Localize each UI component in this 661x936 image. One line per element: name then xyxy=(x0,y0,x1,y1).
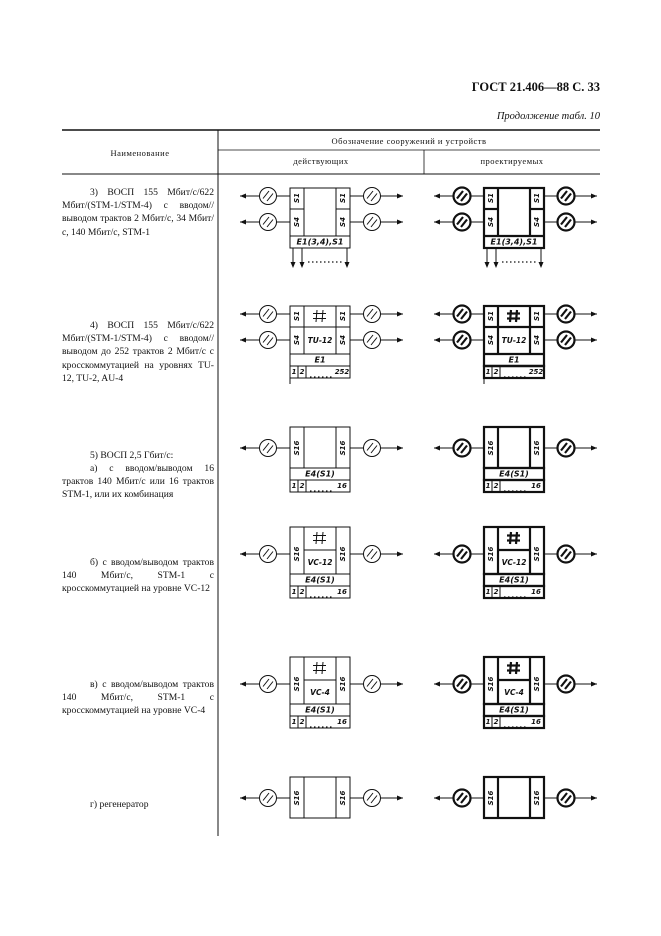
symbol-row-5b-existing-port-right: S16 xyxy=(339,546,347,562)
symbol-row-5d-existing-fiber-left-slash-1 xyxy=(263,793,269,801)
symbol-row-4-existing-fiber-right-top-arrow xyxy=(397,312,403,317)
symbol-row-3-designed-fiber-right-bottom-arrow xyxy=(591,220,597,225)
symbol-row-3-designed-fiber-left-top-circle xyxy=(454,188,471,205)
symbol-row-4-designed-fiber-left-top-arrow xyxy=(434,312,440,317)
symbol-row-3-designed-fiber-right-top-slash-1 xyxy=(561,191,567,199)
column-header-name: Наименование xyxy=(110,148,170,158)
symbol-row-5b-existing-fiber-right-arrow xyxy=(397,552,403,557)
symbol-row-3-designed-fiber-left-top-slash-1 xyxy=(457,191,463,199)
symbol-row-5d-designed-fiber-right-arrow xyxy=(591,796,597,801)
symbol-row-5b-designed-mid-label: VC-12 xyxy=(501,558,527,567)
symbol-row-4-existing xyxy=(240,300,405,388)
symbol-row-5b-existing xyxy=(240,520,405,608)
symbol-row-5d-existing xyxy=(240,770,405,858)
symbol-row-5d-designed-fiber-right-slash-2 xyxy=(565,796,571,804)
symbol-row-4-designed-cross-v1 xyxy=(510,310,511,322)
symbol-row-3-existing-fiber-right-top-slash-1 xyxy=(367,191,373,199)
symbol-row-5c-existing-fiber-right-arrow xyxy=(397,682,403,687)
symbol-row-3-existing-fiber-left-top-arrow xyxy=(240,194,246,199)
symbol-row-4-existing-cross-v1 xyxy=(316,310,317,322)
symbol-row-5c-existing-num-2: 2 xyxy=(299,718,305,726)
symbol-row-5b-designed-cross-v1 xyxy=(510,532,511,544)
symbol-row-4-designed-port-bl: S4 xyxy=(487,335,495,345)
symbol-row-4-existing-fiber-right-top-circle xyxy=(364,306,381,323)
symbol-row-4-designed-fiber-left-bottom-slash-1 xyxy=(457,335,463,343)
symbol-row-5c-existing-fiber-right-circle xyxy=(364,676,381,693)
symbol-row-4-existing-fiber-right-top-slash-2 xyxy=(371,312,377,320)
symbol-row-5c-existing-fiber-left-arrow xyxy=(240,682,246,687)
symbol-row-3-existing-drop-arrow-2 xyxy=(300,262,305,268)
symbol-row-5b-existing-fiber-right-slash-2 xyxy=(371,552,377,560)
symbol-row-4-designed-fiber-right-bottom-slash-1 xyxy=(561,335,567,343)
symbol-row-3-existing-fiber-left-bottom-arrow xyxy=(240,220,246,225)
symbol-row-4-designed-fiber-right-bottom-circle xyxy=(558,332,575,349)
symbol-row-4-existing-fiber-left-top-slash-2 xyxy=(267,312,273,320)
symbol-row-4-designed xyxy=(434,300,599,388)
symbol-row-3-designed-fiber-right-bottom-slash-1 xyxy=(561,217,567,225)
symbol-row-4-existing-num-last: 252 xyxy=(334,368,350,376)
symbol-row-5d-existing-fiber-right-arrow xyxy=(397,796,403,801)
symbol-row-5b-designed-num-1: 1 xyxy=(485,588,491,596)
symbol-row-3-designed-fiber-left-bottom-arrow xyxy=(434,220,440,225)
symbol-row-5b-designed-label: E4(S1) xyxy=(499,575,529,585)
symbol-row-5c-existing-cross-v2 xyxy=(322,662,323,674)
symbol-row-5c-existing-label: E4(S1) xyxy=(305,705,335,715)
symbol-row-4-designed-fiber-right-bottom-slash-2 xyxy=(565,338,571,346)
symbol-row-5d-existing-port-right: S16 xyxy=(339,790,347,806)
symbol-row-5b-existing-fiber-left-arrow xyxy=(240,552,246,557)
symbol-row-5a-designed-fiber-left-arrow xyxy=(434,446,440,451)
symbol-row-3-existing-port-tl: S1 xyxy=(293,193,301,203)
symbol-row-3-existing-fiber-right-top-slash-2 xyxy=(371,194,377,202)
symbol-row-5b-designed-num-last: 16 xyxy=(531,588,541,596)
symbol-row-5d-existing-fiber-left-circle xyxy=(260,790,277,807)
symbol-row-4-designed-fiber-right-bottom-arrow xyxy=(591,338,597,343)
symbol-row-5d-existing-fiber-left-slash-2 xyxy=(267,796,273,804)
symbol-row-3-designed-fiber-right-top-slash-2 xyxy=(565,194,571,202)
symbol-row-5c-designed-cross-v2 xyxy=(516,662,517,674)
symbol-row-5b-existing-port-left: S16 xyxy=(293,546,301,562)
symbol-row-3-existing-fiber-right-top-circle xyxy=(364,188,381,205)
symbol-row-5a-existing-label: E4(S1) xyxy=(305,469,335,479)
symbol-row-3-existing xyxy=(240,182,405,270)
symbol-row-5a-designed-fiber-right-arrow xyxy=(591,446,597,451)
row-3-text: 3) ВОСП 155 Мбит/с/622 Мбит/(STM-1/STM-4) с вводом//выводом трактов 2 Мбит/с, 34 Мбит/с, 140 Мбит/с, STM-1 xyxy=(62,187,214,238)
symbol-row-5d-designed-port-right: S16 xyxy=(533,790,541,806)
symbol-row-5a-designed-fiber-left-circle xyxy=(454,440,471,457)
symbol-row-5a-existing-fiber-left-arrow xyxy=(240,446,246,451)
symbol-row-5b-designed-num-2: 2 xyxy=(493,588,499,596)
symbol-row-5b-designed-fiber-left-slash-1 xyxy=(457,549,463,557)
symbol-row-5b-designed-fiber-right-arrow xyxy=(591,552,597,557)
row-5a-text: а) с вводом/выводом 16 трактов 140 Мбит/с или 16 трактов STM-1, или их комбинация xyxy=(62,463,214,501)
symbol-row-5d-designed-fiber-right-slash-1 xyxy=(561,793,567,801)
symbol-row-3-designed-fiber-left-top-slash-2 xyxy=(461,194,467,202)
symbol-row-3-designed-fiber-right-bottom-slash-2 xyxy=(565,220,571,228)
row-5b-text: б) с вводом/выводом трактов 140 Мбит/с, STM-1 с кросскоммутацией на уровне VC-12 xyxy=(62,557,214,595)
symbol-row-5b-existing-fiber-left-circle xyxy=(260,546,277,563)
symbol-row-5a-designed-num-1: 1 xyxy=(485,482,491,490)
symbol-row-4-existing-fiber-right-bottom-slash-1 xyxy=(367,335,373,343)
symbol-row-4-designed-label: E1 xyxy=(508,355,520,365)
symbol-row-4-designed-fiber-right-top-circle xyxy=(558,306,575,323)
symbol-row-5c-existing-num-last: 16 xyxy=(337,718,347,726)
symbol-row-5a-existing-fiber-right-circle xyxy=(364,440,381,457)
symbol-row-5d-designed-fiber-left-arrow xyxy=(434,796,440,801)
symbol-row-5b-existing-cross-v1 xyxy=(316,532,317,544)
symbol-row-4-designed-port-tr: S1 xyxy=(533,311,541,321)
symbol-row-5b-existing-cross-v2 xyxy=(322,532,323,544)
symbol-row-5b-existing-mid-label: VC-12 xyxy=(307,558,333,567)
symbol-row-3-existing-drop-arrow-last xyxy=(345,262,350,268)
symbol-row-4-designed-fiber-left-bottom-circle xyxy=(454,332,471,349)
symbol-row-3-designed-port-bl: S4 xyxy=(487,217,495,227)
symbol-row-5c-existing xyxy=(240,650,405,738)
symbol-row-3-designed-drop-arrow-last xyxy=(539,262,544,268)
symbol-row-4-existing-fiber-left-bottom-slash-1 xyxy=(263,335,269,343)
symbol-row-3-existing-fiber-left-bottom-slash-2 xyxy=(267,220,273,228)
symbol-row-3-designed-fiber-left-bottom-slash-2 xyxy=(461,220,467,228)
row-5d-text: г) регенератор xyxy=(90,799,149,810)
symbol-row-4-existing-port-br: S4 xyxy=(339,335,347,345)
symbol-row-5b-existing-fiber-left-slash-2 xyxy=(267,552,273,560)
symbol-row-3-designed-port-tl: S1 xyxy=(487,193,495,203)
symbol-row-4-designed-fiber-right-top-slash-1 xyxy=(561,309,567,317)
symbol-row-5c-designed-num-last: 16 xyxy=(531,718,541,726)
symbol-row-4-existing-num-2: 2 xyxy=(299,368,305,376)
symbol-row-3-designed-fiber-left-top-arrow xyxy=(434,194,440,199)
symbol-row-5a-designed-fiber-left-slash-2 xyxy=(461,446,467,454)
symbol-row-4-designed-fiber-left-top-circle xyxy=(454,306,471,323)
symbol-row-5b-existing-label: E4(S1) xyxy=(305,575,335,585)
symbol-row-5c-designed-port-left: S16 xyxy=(487,676,495,692)
symbol-row-5c-designed-num-2: 2 xyxy=(493,718,499,726)
symbol-row-5c-designed-fiber-left-arrow xyxy=(434,682,440,687)
symbol-row-5b-existing-fiber-left-slash-1 xyxy=(263,549,269,557)
symbol-row-3-existing-fiber-left-bottom-slash-1 xyxy=(263,217,269,225)
symbol-row-5c-designed-cross-v1 xyxy=(510,662,511,674)
symbol-row-5a-existing-num-last: 16 xyxy=(337,482,347,490)
symbol-row-5d-designed-fiber-left-circle xyxy=(454,790,471,807)
symbol-row-5c-designed-fiber-right-slash-2 xyxy=(565,682,571,690)
symbol-row-5d-designed-fiber-left-slash-2 xyxy=(461,796,467,804)
symbol-row-3-existing-drop-arrow-1 xyxy=(291,262,296,268)
symbol-row-5c-designed-mid-label: VC-4 xyxy=(504,688,524,697)
symbol-row-5c-designed-fiber-right-circle xyxy=(558,676,575,693)
symbol-row-3-designed-fiber-right-bottom-circle xyxy=(558,214,575,231)
symbol-row-5b-designed-fiber-left-slash-2 xyxy=(461,552,467,560)
symbol-row-5a-existing-fiber-left-slash-1 xyxy=(263,443,269,451)
symbol-row-5c-designed-label: E4(S1) xyxy=(499,705,529,715)
symbol-row-3-existing-label: E1(3,4),S1 xyxy=(296,237,344,247)
symbol-row-5b-designed-port-left: S16 xyxy=(487,546,495,562)
symbol-row-3-existing-fiber-right-bottom-slash-1 xyxy=(367,217,373,225)
symbol-row-5c-existing-num-1: 1 xyxy=(291,718,297,726)
symbol-row-3-designed-drop-arrow-2 xyxy=(494,262,499,268)
symbol-row-5d-existing-port-left: S16 xyxy=(293,790,301,806)
symbol-row-4-existing-fiber-left-top-arrow xyxy=(240,312,246,317)
symbol-row-5c-designed-fiber-left-circle xyxy=(454,676,471,693)
symbol-row-5a-designed-fiber-left-slash-1 xyxy=(457,443,463,451)
symbol-row-5a-existing xyxy=(240,420,405,508)
row-4-text: 4) ВОСП 155 Мбит/с/622 Мбит/(STM-1/STM-4) с вводом//выводом до 252 трактов 2 Мбит/с с кросскоммутацией на уровнях TU-12, TU-2, AU-4 xyxy=(62,320,214,384)
symbol-row-5c-existing-fiber-right-slash-1 xyxy=(367,679,373,687)
symbol-row-5b-existing-num-1: 1 xyxy=(291,588,297,596)
symbol-row-5a-existing-fiber-right-arrow xyxy=(397,446,403,451)
symbol-row-4-designed-mid-label: TU-12 xyxy=(501,336,527,345)
symbol-row-3-designed-fiber-right-top-arrow xyxy=(591,194,597,199)
symbol-row-5a-existing-fiber-left-slash-2 xyxy=(267,446,273,454)
symbol-row-5a-existing-fiber-left-circle xyxy=(260,440,277,457)
symbol-row-5b-existing-fiber-right-circle xyxy=(364,546,381,563)
symbol-row-4-designed-fiber-right-top-slash-2 xyxy=(565,312,571,320)
symbol-row-4-existing-port-bl: S4 xyxy=(293,335,301,345)
symbol-row-3-designed-fiber-left-bottom-slash-1 xyxy=(457,217,463,225)
symbol-row-5b-designed-cross-v2 xyxy=(516,532,517,544)
symbol-row-4-existing-fiber-left-top-slash-1 xyxy=(263,309,269,317)
symbol-row-5a-designed-fiber-right-slash-2 xyxy=(565,446,571,454)
symbol-row-5b-designed-fiber-right-circle xyxy=(558,546,575,563)
symbol-row-5c-existing-cross-v1 xyxy=(316,662,317,674)
symbol-row-5b-existing-num-2: 2 xyxy=(299,588,305,596)
symbol-row-3-existing-fiber-left-top-slash-2 xyxy=(267,194,273,202)
symbol-row-4-designed-port-tl: S1 xyxy=(487,311,495,321)
row-5-title: 5) ВОСП 2,5 Гбит/с: xyxy=(90,450,174,461)
symbol-row-3-designed-fiber-right-top-circle xyxy=(558,188,575,205)
symbol-row-5b-existing-num-last: 16 xyxy=(337,588,347,596)
symbol-row-5d-existing-fiber-right-slash-2 xyxy=(371,796,377,804)
symbol-row-5d-existing-fiber-right-circle xyxy=(364,790,381,807)
row-5c-text: в) с вводом/выводом трактов 140 Мбит/с, STM-1 с кросскоммутацией на уровне VC-4 xyxy=(62,679,214,717)
symbol-row-3-existing-fiber-right-bottom-circle xyxy=(364,214,381,231)
symbol-row-5c-designed-num-1: 1 xyxy=(485,718,491,726)
symbol-row-4-designed-cross-v2 xyxy=(516,310,517,322)
symbol-row-5c-designed-fiber-right-slash-1 xyxy=(561,679,567,687)
symbol-row-5d-existing-fiber-left-arrow xyxy=(240,796,246,801)
symbol-row-4-existing-label: E1 xyxy=(314,355,326,365)
symbol-row-5d-designed-port-left: S16 xyxy=(487,790,495,806)
symbol-row-4-designed-fiber-left-top-slash-1 xyxy=(457,309,463,317)
symbol-row-4-existing-num-1: 1 xyxy=(291,368,297,376)
symbol-row-4-existing-port-tl: S1 xyxy=(293,311,301,321)
symbol-row-4-designed-num-last: 252 xyxy=(528,368,544,376)
symbol-row-5b-designed-fiber-left-circle xyxy=(454,546,471,563)
symbol-row-4-existing-mid-label: TU-12 xyxy=(307,336,333,345)
symbol-row-5a-designed-port-right: S16 xyxy=(533,440,541,456)
symbol-row-5d-designed-fiber-right-circle xyxy=(558,790,575,807)
symbol-row-4-existing-fiber-right-bottom-circle xyxy=(364,332,381,349)
symbol-row-3-existing-fiber-right-bottom-slash-2 xyxy=(371,220,377,228)
column-header-designed: проектируемых xyxy=(480,156,544,166)
symbol-row-4-designed-num-1: 1 xyxy=(485,368,491,376)
symbol-row-5a-existing-fiber-right-slash-1 xyxy=(367,443,373,451)
symbol-row-5c-designed-port-right: S16 xyxy=(533,676,541,692)
symbol-row-5c-designed-fiber-left-slash-1 xyxy=(457,679,463,687)
symbol-row-3-designed-port-br: S4 xyxy=(533,217,541,227)
symbol-row-5b-designed xyxy=(434,520,599,608)
symbol-row-4-existing-fiber-left-bottom-circle xyxy=(260,332,277,349)
symbol-row-5c-designed-fiber-right-arrow xyxy=(591,682,597,687)
symbol-row-5c-existing-port-left: S16 xyxy=(293,676,301,692)
symbol-row-4-existing-fiber-right-top-slash-1 xyxy=(367,309,373,317)
symbol-row-5c-existing-port-right: S16 xyxy=(339,676,347,692)
symbol-row-5c-existing-fiber-right-slash-2 xyxy=(371,682,377,690)
symbol-row-4-designed-fiber-left-top-slash-2 xyxy=(461,312,467,320)
symbol-row-5a-designed-fiber-right-slash-1 xyxy=(561,443,567,451)
symbol-row-4-existing-port-tr: S1 xyxy=(339,311,347,321)
table-continuation-label: Продолжение табл. 10 xyxy=(496,111,600,122)
symbol-row-3-existing-fiber-left-top-circle xyxy=(260,188,277,205)
symbol-row-4-designed-fiber-left-bottom-arrow xyxy=(434,338,440,343)
symbol-row-5a-existing-fiber-right-slash-2 xyxy=(371,446,377,454)
symbol-row-3-designed xyxy=(434,182,599,270)
symbol-row-5b-designed-fiber-right-slash-2 xyxy=(565,552,571,560)
symbol-row-5a-designed-fiber-right-circle xyxy=(558,440,575,457)
symbol-row-3-existing-port-bl: S4 xyxy=(293,217,301,227)
symbol-row-3-existing-fiber-right-bottom-arrow xyxy=(397,220,403,225)
page-header-title: ГОСТ 21.406—88 С. 33 xyxy=(471,80,600,94)
symbol-row-5a-designed-num-last: 16 xyxy=(531,482,541,490)
symbol-row-5a-designed xyxy=(434,420,599,508)
symbol-row-3-existing-port-tr: S1 xyxy=(339,193,347,203)
symbol-row-5b-existing-fiber-right-slash-1 xyxy=(367,549,373,557)
symbol-row-4-designed-num-2: 2 xyxy=(493,368,499,376)
symbol-row-5d-designed-fiber-left-slash-1 xyxy=(457,793,463,801)
symbol-row-3-existing-fiber-left-top-slash-1 xyxy=(263,191,269,199)
symbol-row-4-existing-fiber-right-bottom-slash-2 xyxy=(371,338,377,346)
symbol-row-5a-existing-num-1: 1 xyxy=(291,482,297,490)
symbol-row-5c-existing-fiber-left-circle xyxy=(260,676,277,693)
symbol-row-5a-designed-port-left: S16 xyxy=(487,440,495,456)
symbol-row-3-designed-port-tr: S1 xyxy=(533,193,541,203)
symbol-row-3-designed-drop-arrow-1 xyxy=(485,262,490,268)
symbol-row-5a-designed-label: E4(S1) xyxy=(499,469,529,479)
symbol-row-5c-existing-fiber-left-slash-1 xyxy=(263,679,269,687)
symbol-row-4-existing-cross-v2 xyxy=(322,310,323,322)
symbol-row-5c-designed xyxy=(434,650,599,738)
symbol-row-5c-designed-fiber-left-slash-2 xyxy=(461,682,467,690)
symbol-row-5a-designed-num-2: 2 xyxy=(493,482,499,490)
column-header-designation: Обозначение сооружений и устройств xyxy=(331,136,487,146)
symbol-row-4-existing-fiber-left-bottom-slash-2 xyxy=(267,338,273,346)
symbol-row-5d-designed xyxy=(434,770,599,858)
symbol-row-4-designed-fiber-left-bottom-slash-2 xyxy=(461,338,467,346)
symbol-row-5c-existing-fiber-left-slash-2 xyxy=(267,682,273,690)
symbol-row-5b-designed-port-right: S16 xyxy=(533,546,541,562)
symbol-row-5b-designed-fiber-right-slash-1 xyxy=(561,549,567,557)
symbol-row-5d-existing-fiber-right-slash-1 xyxy=(367,793,373,801)
symbol-row-4-designed-fiber-right-top-arrow xyxy=(591,312,597,317)
symbol-row-4-existing-fiber-right-bottom-arrow xyxy=(397,338,403,343)
symbol-row-3-designed-label: E1(3,4),S1 xyxy=(490,237,538,247)
symbol-row-5b-designed-fiber-left-arrow xyxy=(434,552,440,557)
symbol-row-5a-existing-port-left: S16 xyxy=(293,440,301,456)
symbol-row-4-existing-fiber-left-bottom-arrow xyxy=(240,338,246,343)
symbol-row-5a-existing-num-2: 2 xyxy=(299,482,305,490)
symbol-row-5c-existing-mid-label: VC-4 xyxy=(310,688,330,697)
symbol-row-5a-existing-port-right: S16 xyxy=(339,440,347,456)
symbol-row-3-existing-port-br: S4 xyxy=(339,217,347,227)
column-header-existing: действующих xyxy=(293,156,349,166)
symbol-row-4-designed-port-br: S4 xyxy=(533,335,541,345)
symbol-row-4-existing-fiber-left-top-circle xyxy=(260,306,277,323)
symbol-row-3-designed-fiber-left-bottom-circle xyxy=(454,214,471,231)
symbol-row-3-existing-fiber-right-top-arrow xyxy=(397,194,403,199)
symbol-row-3-existing-fiber-left-bottom-circle xyxy=(260,214,277,231)
